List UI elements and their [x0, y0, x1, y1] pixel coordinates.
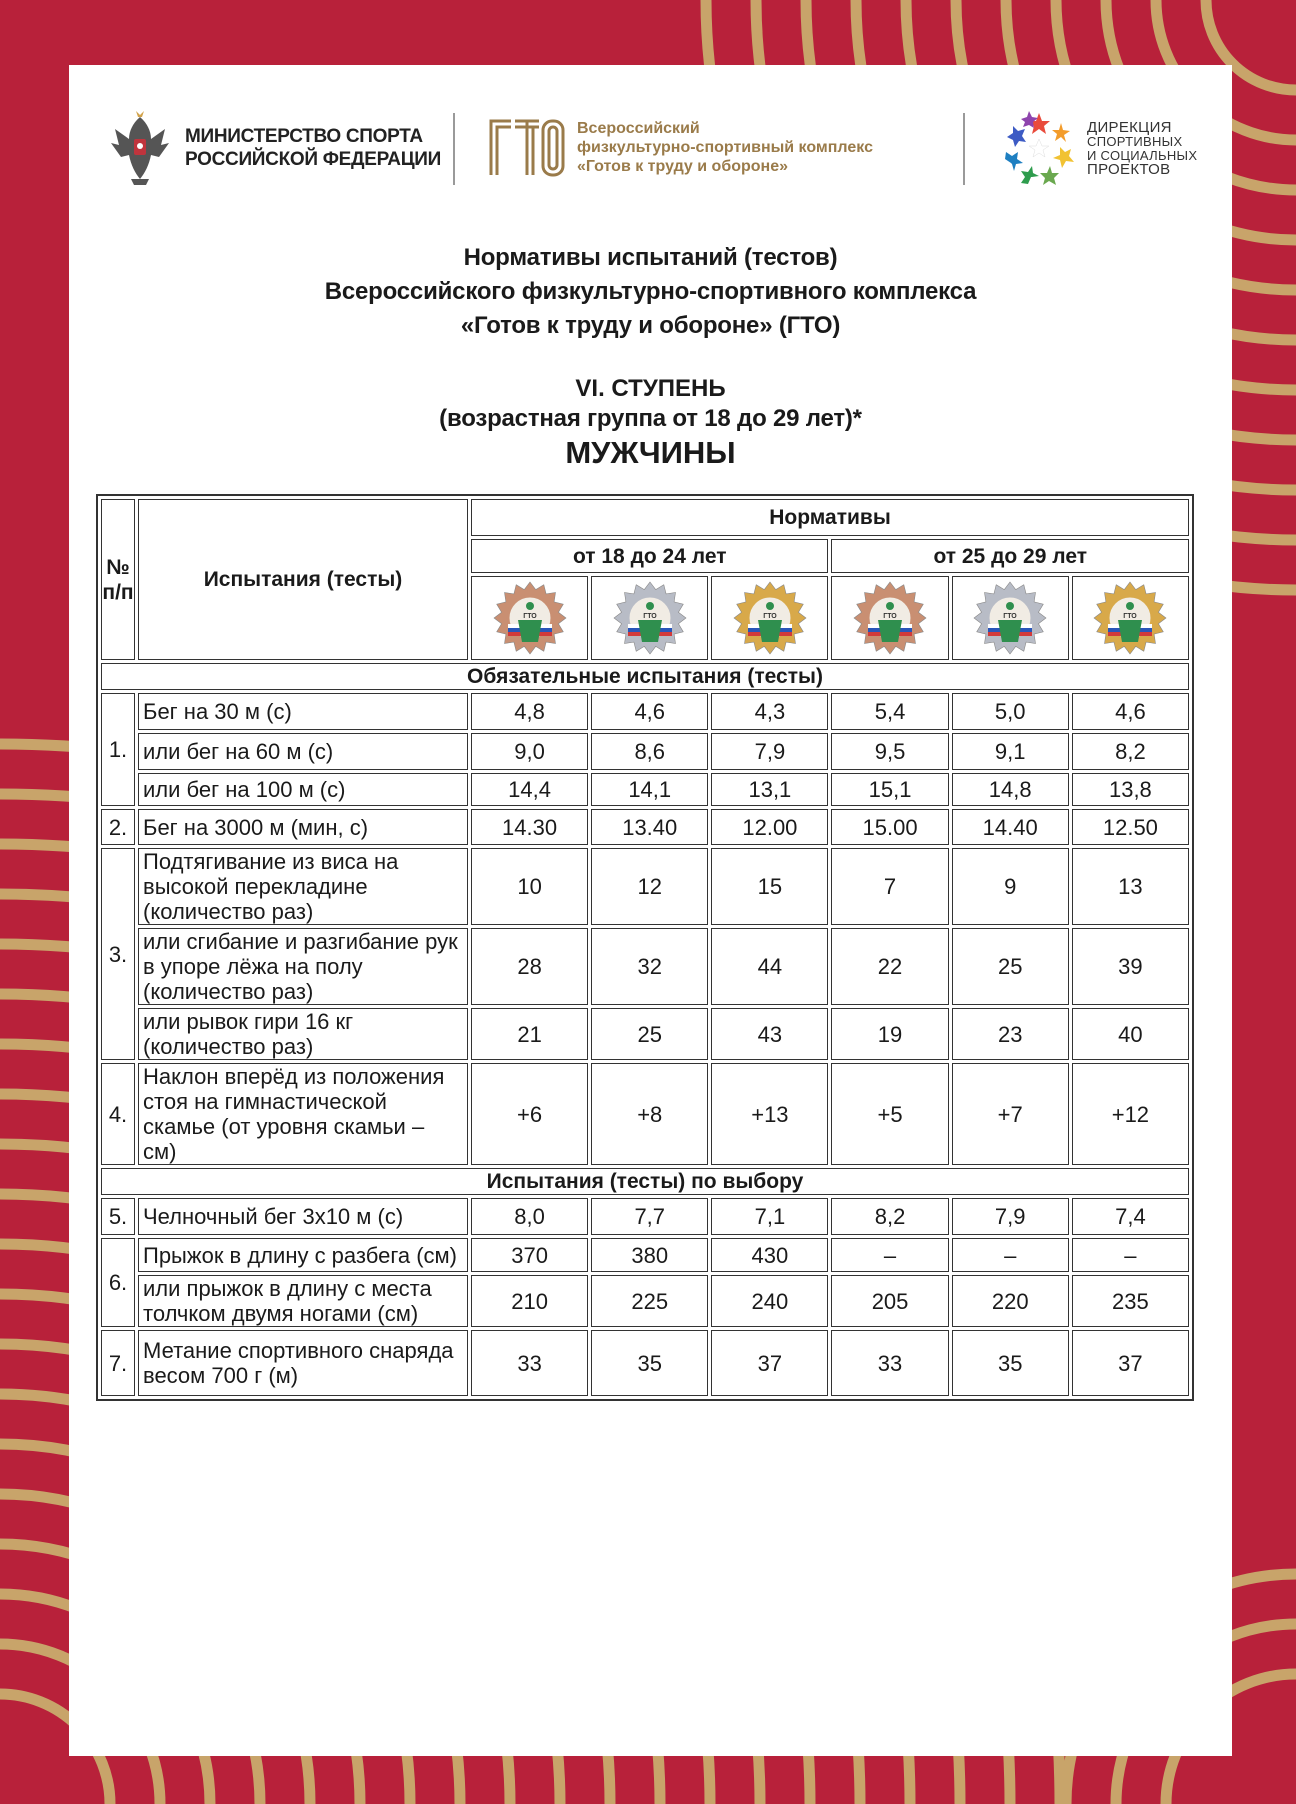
header-divider	[963, 113, 965, 185]
row-number: 5.	[101, 1198, 135, 1235]
norm-value: 19	[831, 1008, 948, 1060]
table-row	[101, 1008, 1189, 1060]
norm-value: 13.40	[591, 809, 708, 845]
badge-label: ГТО	[1123, 613, 1138, 620]
badge-cell	[711, 576, 828, 660]
norm-value: 220	[952, 1275, 1069, 1327]
norm-value: 8,0	[471, 1198, 588, 1235]
norm-value: 4,6	[591, 693, 708, 730]
norm-value: +13	[711, 1063, 828, 1165]
table-row	[101, 848, 1189, 925]
bronze-gto-badge-icon	[492, 580, 568, 656]
badge-label: ГТО	[1003, 613, 1017, 620]
norm-value: 14,8	[952, 773, 1069, 806]
ministry-line2: РОССИЙСКОЙ ФЕДЕРАЦИИ	[185, 149, 442, 170]
test-name: Челночный бег 3х10 м (с)	[138, 1198, 468, 1235]
norm-value: 22	[831, 928, 948, 1005]
title-line1: Нормативы испытаний (тестов)	[463, 244, 838, 271]
norm-value: 5,0	[952, 693, 1069, 730]
test-name: Бег на 3000 м (мин, с)	[138, 809, 468, 845]
norm-value: 5,4	[831, 693, 948, 730]
table-row	[101, 1198, 1189, 1235]
norm-value: 15,1	[831, 773, 948, 806]
norm-value: 21	[471, 1008, 588, 1060]
badge-cell	[831, 576, 948, 660]
row-number: 4.	[101, 1063, 135, 1165]
norm-value: 7,4	[1072, 1198, 1189, 1235]
section-header: Обязательные испытания (тесты)	[101, 663, 1189, 690]
norm-value: +6	[471, 1063, 588, 1165]
test-name: Наклон вперёд из положения стоя на гимнастической скамье (от уровня скамьи – см)	[138, 1063, 468, 1165]
column-header-tests: Испытания (тесты)	[138, 499, 468, 660]
gto-logo	[487, 117, 873, 177]
norm-value: 25	[952, 928, 1069, 1005]
norm-value: –	[831, 1238, 948, 1272]
section-header: Испытания (тесты) по выбору	[101, 1168, 1189, 1195]
age-group-subtitle: (возрастная группа от 18 до 29 лет)*	[439, 405, 862, 432]
direction-line2: СПОРТИВНЫХ	[1087, 134, 1183, 149]
row-number: 2.	[101, 809, 135, 845]
stars-wreath-icon	[1001, 111, 1077, 187]
title-line2: Всероссийского физкультурно-спортивного комплекса	[324, 278, 977, 305]
age-group-header: от 25 до 29 лет	[831, 539, 1189, 573]
gold-gto-badge-icon	[732, 580, 808, 656]
norm-value: 7,9	[952, 1198, 1069, 1235]
table-row	[101, 1238, 1189, 1272]
norm-value: 8,2	[831, 1198, 948, 1235]
badge-label: ГТО	[883, 613, 897, 620]
row-number: 7.	[101, 1330, 135, 1396]
test-name: Метание спортивного снаряда весом 700 г (м)	[138, 1330, 468, 1396]
norm-value: 33	[471, 1330, 588, 1396]
norm-value: 9,1	[952, 733, 1069, 770]
gold-gto-badge-icon	[1092, 580, 1168, 656]
norm-value: 225	[591, 1275, 708, 1327]
norm-value: 39	[1072, 928, 1189, 1005]
direction-name	[1087, 121, 1197, 177]
norm-value: 28	[471, 928, 588, 1005]
gto-name	[577, 119, 873, 176]
gto-line3: «Готов к труду и обороне»	[577, 157, 788, 175]
table-header-row	[101, 499, 1189, 536]
test-name: Бег на 30 м (с)	[138, 693, 468, 730]
table-row	[101, 809, 1189, 845]
norm-value: 44	[711, 928, 828, 1005]
table-row	[101, 1275, 1189, 1327]
norm-value: +5	[831, 1063, 948, 1165]
norm-value: 43	[711, 1008, 828, 1060]
norm-value: 14,1	[591, 773, 708, 806]
badge-label: ГТО	[642, 613, 657, 620]
norm-value: 210	[471, 1275, 588, 1327]
page-header	[69, 65, 1232, 215]
norm-value: 7,9	[711, 733, 828, 770]
norm-value: 4,3	[711, 693, 828, 730]
norm-value: 37	[711, 1330, 828, 1396]
eagle-emblem-icon	[109, 109, 171, 187]
direction-line1: ДИРЕКЦИЯ	[1087, 119, 1172, 136]
test-name: или рывок гири 16 кг (количество раз)	[138, 1008, 468, 1060]
direction-logo	[1001, 111, 1197, 187]
document-title-block	[69, 241, 1232, 472]
badge-cell	[471, 576, 588, 660]
norm-value: 10	[471, 848, 588, 925]
norm-value: 8,2	[1072, 733, 1189, 770]
norm-value: 14,4	[471, 773, 588, 806]
norm-value: 23	[952, 1008, 1069, 1060]
norm-value: 33	[831, 1330, 948, 1396]
row-number: 1.	[101, 693, 135, 806]
column-header-number: № п/п	[101, 499, 135, 660]
badge-label: ГТО	[763, 613, 777, 620]
norm-value: 15	[711, 848, 828, 925]
badge-cell	[1072, 576, 1189, 660]
norm-value: 4,8	[471, 693, 588, 730]
test-name: Подтягивание из виса на высокой перекладине (количество раз)	[138, 848, 468, 925]
gender-title: МУЖЧИНЫ	[565, 435, 736, 470]
test-name: Прыжок в длину с разбега (см)	[138, 1238, 468, 1272]
norm-value: 15.00	[831, 809, 948, 845]
silver-gto-badge-icon	[972, 580, 1048, 656]
norm-value: 8,6	[591, 733, 708, 770]
test-name: или прыжок в длину с места толчком двумя ногами (см)	[138, 1275, 468, 1327]
table-row	[101, 1063, 1189, 1165]
norm-value: –	[1072, 1238, 1189, 1272]
stage-title: VI. СТУПЕНЬ	[575, 375, 726, 402]
norm-value: 430	[711, 1238, 828, 1272]
badge-label: ГТО	[522, 613, 537, 620]
norm-value: 7,1	[711, 1198, 828, 1235]
norm-value: 14.30	[471, 809, 588, 845]
norm-value: +7	[952, 1063, 1069, 1165]
section-row	[101, 1168, 1189, 1195]
norm-value: 14.40	[952, 809, 1069, 845]
norm-value: 37	[1072, 1330, 1189, 1396]
direction-line4: ПРОЕКТОВ	[1087, 161, 1171, 178]
norm-value: 13,8	[1072, 773, 1189, 806]
ministry-line1: МИНИСТЕРСТВО СПОРТА	[185, 126, 423, 147]
bronze-gto-badge-icon	[852, 580, 928, 656]
norm-value: 12	[591, 848, 708, 925]
silver-gto-badge-icon	[612, 580, 688, 656]
norm-value: 25	[591, 1008, 708, 1060]
norm-value: +8	[591, 1063, 708, 1165]
norms-table	[96, 494, 1194, 1401]
norm-value: 35	[591, 1330, 708, 1396]
gto-letters-icon	[487, 117, 567, 177]
norm-value: 7,7	[591, 1198, 708, 1235]
table-row	[101, 928, 1189, 1005]
badge-cell	[591, 576, 708, 660]
norm-value: 240	[711, 1275, 828, 1327]
norm-value: 235	[1072, 1275, 1189, 1327]
table-row	[101, 693, 1189, 730]
ministry-logo	[109, 109, 441, 187]
badge-cell	[952, 576, 1069, 660]
direction-line3: И СОЦИАЛЬНЫХ	[1087, 148, 1198, 163]
norm-value: 12.50	[1072, 809, 1189, 845]
table-row	[101, 1330, 1189, 1396]
document-sheet	[69, 65, 1232, 1756]
norm-value: 35	[952, 1330, 1069, 1396]
norm-value: 13,1	[711, 773, 828, 806]
row-number: 3.	[101, 848, 135, 1060]
table-row	[101, 733, 1189, 770]
norm-value: 7	[831, 848, 948, 925]
column-header-norms: Нормативы	[471, 499, 1189, 536]
test-name: или бег на 60 м (с)	[138, 733, 468, 770]
row-number: 6.	[101, 1238, 135, 1327]
table-row	[101, 773, 1189, 806]
norm-value: 205	[831, 1275, 948, 1327]
norm-value: 12.00	[711, 809, 828, 845]
norm-value: 40	[1072, 1008, 1189, 1060]
norm-value: 380	[591, 1238, 708, 1272]
age-group-header: от 18 до 24 лет	[471, 539, 828, 573]
norm-value: 370	[471, 1238, 588, 1272]
ministry-name	[185, 125, 441, 171]
header-divider	[453, 113, 455, 185]
norm-value: +12	[1072, 1063, 1189, 1165]
norm-value: 9,0	[471, 733, 588, 770]
norm-value: 9	[952, 848, 1069, 925]
norm-value: 9,5	[831, 733, 948, 770]
norm-value: –	[952, 1238, 1069, 1272]
test-name: или сгибание и разгибание рук в упоре лёжа на полу (количество раз)	[138, 928, 468, 1005]
gto-line2: физкультурно-спортивный комплекс	[577, 138, 873, 156]
title-line3: «Готов к труду и обороне» (ГТО)	[460, 312, 841, 339]
norm-value: 32	[591, 928, 708, 1005]
gto-line1: Всероссийский	[577, 119, 700, 137]
test-name: или бег на 100 м (с)	[138, 773, 468, 806]
norm-value: 4,6	[1072, 693, 1189, 730]
section-row	[101, 663, 1189, 690]
norm-value: 13	[1072, 848, 1189, 925]
